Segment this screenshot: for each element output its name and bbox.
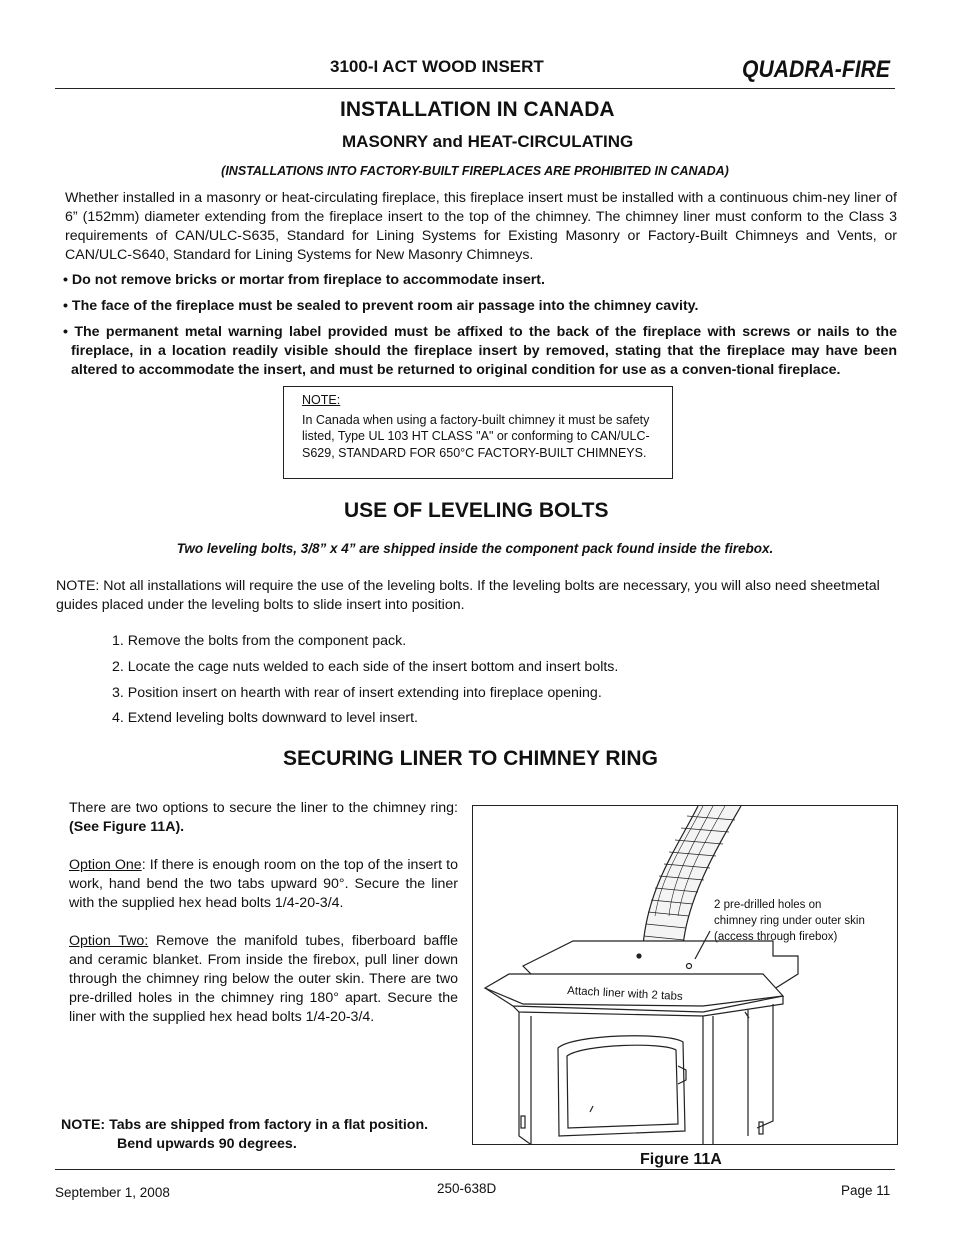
option-one: Option One: If there is enough room on the top of the insert to work, hand bend the two tabs upward 90°. Secure the liner with the supplied hex head bolts 1/4-20-3/4. [69,857,458,911]
insert-illustration [473,806,898,1145]
footer-rule [55,1169,895,1170]
note-label: NOTE: [302,393,341,407]
subheading-masonry: MASONRY and HEAT-CIRCULATING [342,132,634,151]
bullet-seal: • The face of the fireplace must be sealed to prevent room air passage into the chimney cavity. [63,298,699,314]
callout-holes-line1: 2 pre-drilled holes on [714,899,822,911]
canada-paragraph: Whether installed in a masonry or heat-circulating fireplace, this fireplace insert must be installed with a continuous chim-ney liner of 6” (152mm) diameter extending from the fireplace insert to the top of the chimney. The chimney liner must conform to the Class 3 requirements of CAN/ULC-S635, Standard for Lining Systems for Existing Masonry or Factory-Built Chimneys and Vents, or CAN/ULC-S640, Standard for Lining Systems for New Masonry Chimneys. [65,190,897,263]
step-2: 2. Locate the cage nuts welded to each side of the insert bottom and insert bolts. [112,659,619,675]
callout-holes-line3: (access through firebox) [714,931,838,943]
figure-11a [472,805,898,1145]
section-heading-leveling: USE OF LEVELING BOLTS [344,499,609,522]
option-two: Option Two: Remove the manifold tubes, fiberboard baffle and ceramic blanket. From inside the firebox, pull liner down through the chimney ring below the outer skin. There are two pre-drilled holes in the chimney ring 180° apart. Secure the liner with the supplied hex head bolts 1/4-20-3/4. [69,933,458,1025]
canada-note-box [283,386,673,479]
callout-tabs: Attach liner with 2 tabs [566,985,684,1004]
leveling-note: NOTE: Not all installations will require the use of the leveling bolts. If the leveling bolts are necessary, you will also need sheetmetal guides placed under the leveling bolts to slide insert into position. [56,578,880,613]
section-heading-canada: INSTALLATION IN CANADA [340,98,615,121]
figure-caption: Figure 11A [640,1151,722,1168]
bullet-warning-label: • The permanent metal warning label provided must be affixed to the back of the fireplace with screws or nails to the fireplace, in a location readily visible should the fireplace insert by removed, stating that the fireplace may have been altered to accommodate the insert, and must be returned to original condition for use as a conven-tional fireplace. [63,324,897,378]
bullet-bricks: • Do not remove bricks or mortar from fireplace to accommodate insert. [63,272,545,288]
tabs-note: NOTE: Tabs are shipped from factory in a flat position. Bend upwards 90 degrees. [61,1117,429,1152]
section-heading-liner: SECURING LINER TO CHIMNEY RING [283,747,658,770]
prohibited-note: (INSTALLATIONS INTO FACTORY-BUILT FIREPLACES ARE PROHIBITED IN CANADA) [221,164,729,178]
svg-text:QUADRA-FIRE: QUADRA-FIRE [742,56,891,82]
note-text: In Canada when using a factory-built chimney it must be safety listed, Type UL 103 HT CLASS "A" or conforming to CAN/ULC-S629, STANDARD FOR 650°C FACTORY-BUILT CHIMNEYS. [302,412,650,460]
footer-doc-number: 250-638D [437,1181,497,1196]
quadra-fire-logo [740,52,895,82]
callout-holes-line2: chimney ring under outer skin [714,915,865,927]
document-title: 3100-I ACT WOOD INSERT [330,57,544,76]
step-1: 1. Remove the bolts from the component pack. [112,633,407,649]
step-3: 3. Position insert on hearth with rear of insert extending into fireplace opening. [112,685,602,701]
liner-intro: There are two options to secure the liner to the chimney ring: (See Figure 11A). [69,800,458,835]
liner-instructions [69,799,458,1046]
footer-date: September 1, 2008 [55,1185,170,1200]
step-4: 4. Extend leveling bolts downward to level insert. [112,710,418,726]
leveling-subnote: Two leveling bolts, 3/8” x 4” are shipped inside the component pack found inside the firebox. [176,541,774,556]
footer-page-number: Page 11 [841,1183,891,1198]
header-rule [55,88,895,89]
